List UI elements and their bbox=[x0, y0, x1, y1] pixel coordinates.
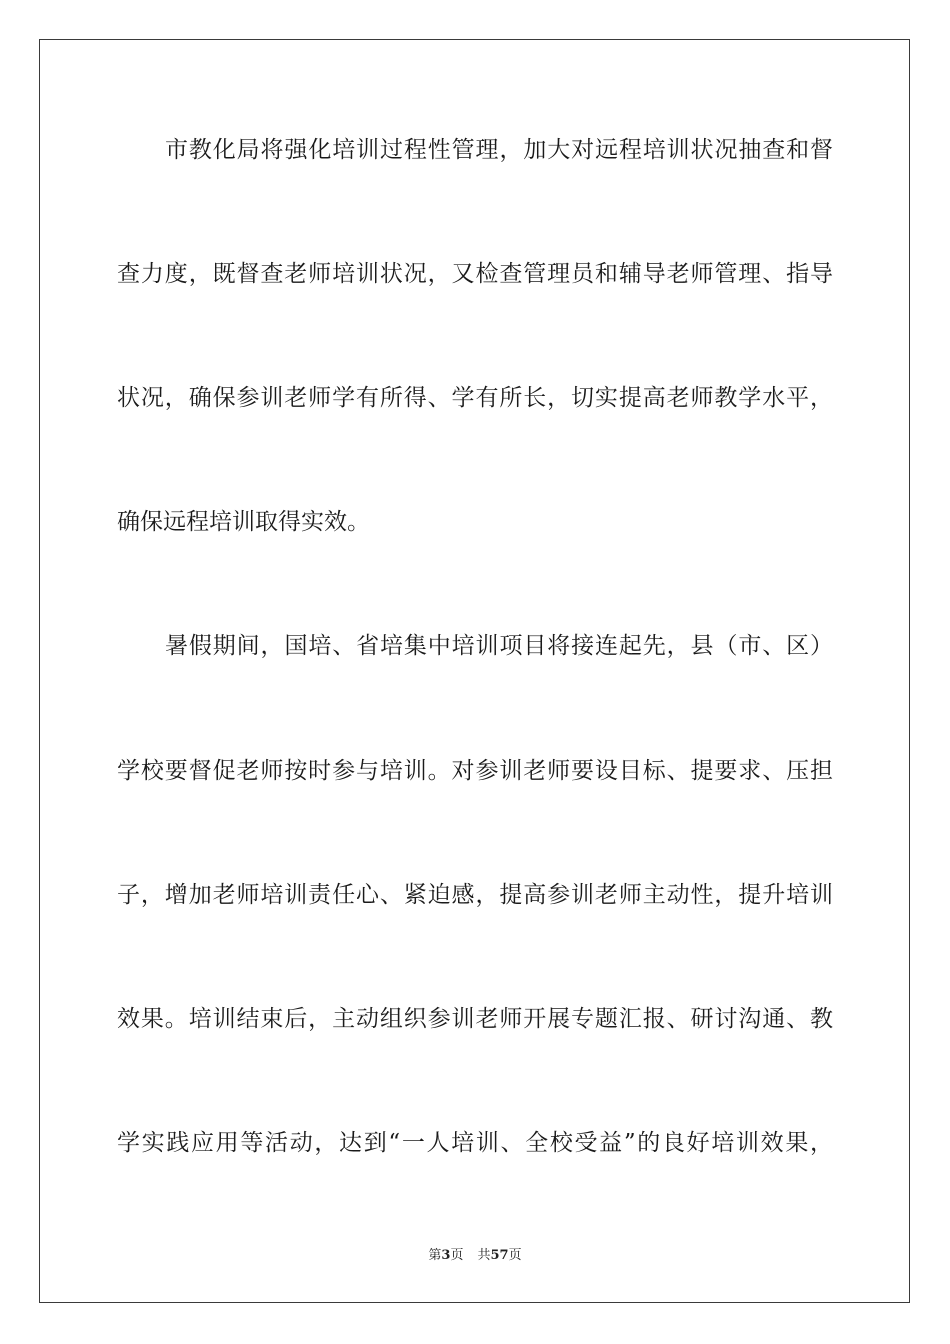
paragraph-line: 市教化局将强化培训过程性管理，加大对远程培训状况抽查和督 bbox=[165, 137, 833, 163]
footer-page-suffix: 页 bbox=[450, 1248, 464, 1263]
footer-total-prefix: 共 bbox=[477, 1248, 491, 1263]
paragraph-line: 状况，确保参训老师学有所得、学有所长，切实提高老师教学水平， bbox=[117, 385, 833, 411]
footer-page-prefix: 第 bbox=[428, 1248, 442, 1263]
page-footer bbox=[0, 1247, 950, 1265]
footer-page-number: 3 bbox=[441, 1248, 451, 1263]
paragraph-line: 暑假期间，国培、省培集中培训项目将接连起先，县（市、区） bbox=[165, 633, 833, 659]
footer-total-suffix: 页 bbox=[508, 1248, 522, 1263]
paragraph-line: 效果。培训结束后，主动组织参训老师开展专题汇报、研讨沟通、教 bbox=[117, 1006, 833, 1032]
paragraph-line: 查力度，既督查老师培训状况，又检查管理员和辅导老师管理、指导 bbox=[117, 261, 833, 287]
paragraph-line: 子，增加老师培训责任心、紧迫感，提高参训老师主动性，提升培训 bbox=[117, 882, 833, 908]
paragraph-line: 学校要督促老师按时参与培训。对参训老师要设目标、提要求、压担 bbox=[117, 758, 833, 784]
paragraph-line: 学实践应用等活动，达到“一人培训、全校受益”的良好培训效果， bbox=[117, 1130, 833, 1156]
page-border bbox=[39, 39, 910, 1303]
footer-total-pages: 57 bbox=[490, 1248, 509, 1263]
paragraph-line: 确保远程培训取得实效。 bbox=[117, 509, 370, 535]
